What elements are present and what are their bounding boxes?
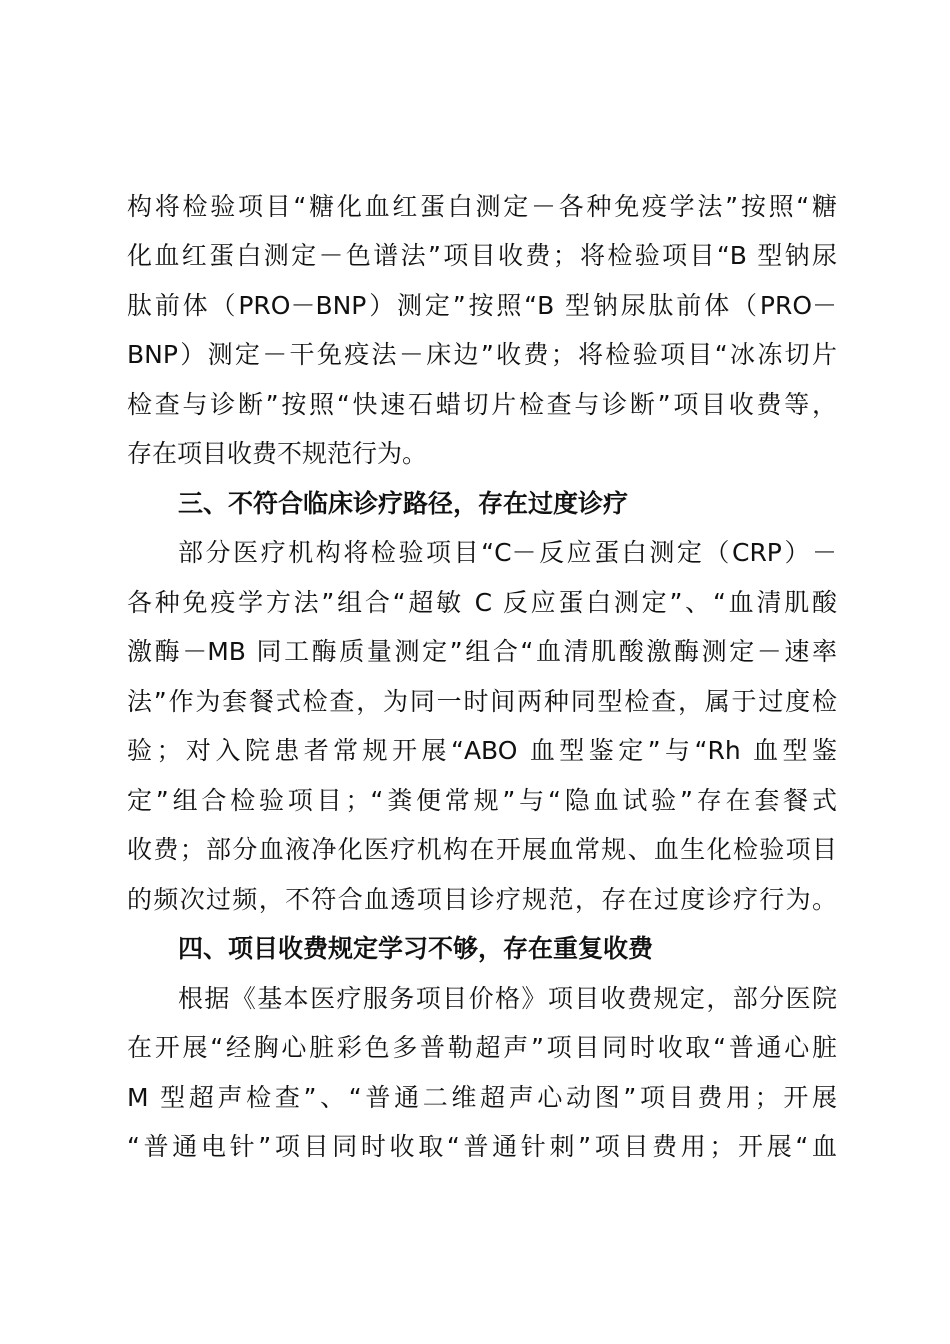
paragraph-line: 存在项目收费不规范行为。 — [127, 439, 428, 468]
paragraph-line: M 型超声检查”、“普通二维超声心动图”项目费用；开展 — [127, 1083, 837, 1112]
paragraph-line: 验；对入院患者常规开展“ABO 血型鉴定”与“Rh 血型鉴 — [127, 736, 837, 765]
paragraph-line: 收费；部分血液净化医疗机构在开展血常规、血生化检验项目 — [127, 835, 837, 864]
paragraph-line: 定”组合检验项目；“粪便常规”与“隐血试验”存在套餐式 — [127, 786, 837, 815]
paragraph-line: 构将检验项目“糖化血红蛋白测定－各种免疫学法”按照“糖 — [127, 192, 837, 221]
paragraph-line: 法”作为套餐式检查，为同一时间两种同型检查，属于过度检 — [127, 687, 837, 716]
paragraph-line: 在开展“经胸心脏彩色多普勒超声”项目同时收取“普通心脏 — [127, 1033, 837, 1062]
section-heading: 四、项目收费规定学习不够，存在重复收费 — [178, 934, 654, 963]
paragraph-line: “普通电针”项目同时收取“普通针刺”项目费用；开展“血 — [127, 1132, 837, 1161]
paragraph-line: 检查与诊断”按照“快速石蜡切片检查与诊断”项目收费等， — [127, 390, 837, 419]
paragraph-line: 化血红蛋白测定－色谱法”项目收费；将检验项目“B 型钠尿 — [127, 241, 837, 270]
paragraph-line: 激酶－MB 同工酶质量测定”组合“血清肌酸激酶测定－速率 — [127, 637, 837, 666]
paragraph-line: 肽前体（PRO－BNP）测定”按照“B 型钠尿肽前体（PRO－ — [127, 291, 837, 320]
paragraph-line: 部分医疗机构将检验项目“C－反应蛋白测定（CRP）－ — [178, 538, 837, 567]
section-heading: 三、不符合临床诊疗路径，存在过度诊疗 — [178, 489, 629, 518]
paragraph-line: 的频次过频，不符合血透项目诊疗规范，存在过度诊疗行为。 — [127, 885, 837, 914]
paragraph-line: BNP）测定－干免疫法－床边”收费；将检验项目“冰冻切片 — [127, 340, 837, 369]
paragraph-line: 各种免疫学方法”组合“超敏 C 反应蛋白测定”、“血清肌酸 — [127, 588, 837, 617]
paragraph-line: 根据《基本医疗服务项目价格》项目收费规定，部分医院 — [178, 984, 837, 1013]
